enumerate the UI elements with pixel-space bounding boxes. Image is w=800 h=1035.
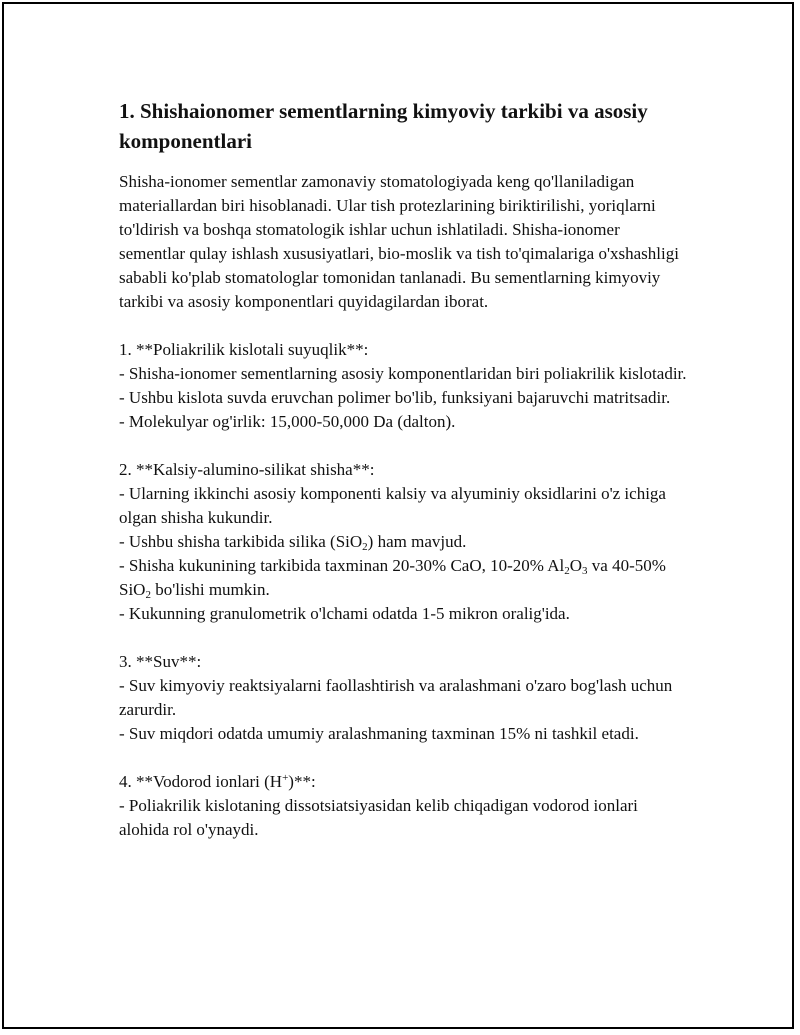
component-2-bullet-1: - Ularning ikkinchi asosiy komponenti kalsiy va alyuminiy oksidlarini o'z ichiga olgan shisha kukundir. xyxy=(119,484,666,527)
component-2-title: 2. **Kalsiy-alumino-silikat shisha**: xyxy=(119,460,375,479)
component-4-title xyxy=(119,770,689,794)
bullet-text: - Ushbu shisha tarkibida silika (SiO xyxy=(119,532,363,551)
bullet-text: bo'lishi mumkin. xyxy=(150,580,270,599)
bullet-text: O xyxy=(569,556,583,575)
subscript: 2 xyxy=(145,589,151,601)
title-text: )**: xyxy=(288,772,316,791)
section-heading: 1. Shishaionomer sementlarning kimyoviy tarkibi va asosiy komponentlari xyxy=(119,99,648,153)
document-content xyxy=(119,96,689,866)
component-2-bullet-4: - Kukunning granulometrik o'lchami odatda 1-5 mikron oralig'ida. xyxy=(119,604,570,623)
component-4 xyxy=(119,770,689,842)
document-page xyxy=(2,2,794,1029)
component-2 xyxy=(119,458,689,626)
subscript: 2 xyxy=(564,565,570,577)
component-3-title: 3. **Suv**: xyxy=(119,652,202,671)
component-3-bullet-1: - Suv kimyoviy reaktsiyalarni faollashtirish va aralashmani o'zaro bog'lash uchun zarurdir. xyxy=(119,676,673,719)
component-2-bullet-3 xyxy=(119,554,689,602)
subscript: 2 xyxy=(362,541,368,553)
component-1-title: 1. **Poliakrilik kislotali suyuqlik**: xyxy=(119,340,369,359)
bullet-text: va 40-50% SiO xyxy=(119,556,666,599)
bullet-text: ) ham mavjud. xyxy=(367,532,467,551)
component-3 xyxy=(119,650,689,746)
component-3-bullet-2: - Suv miqdori odatda umumiy aralashmaning taxminan 15% ni tashkil etadi. xyxy=(119,724,639,743)
title-text: 4. **Vodorod ionlari (H xyxy=(119,772,283,791)
component-1-bullet-2: - Ushbu kislota suvda eruvchan polimer bo'lib, funksiyani bajaruvchi matritsadir. xyxy=(119,388,671,407)
superscript: + xyxy=(282,772,289,784)
intro-paragraph: Shisha-ionomer sementlar zamonaviy stomatologiyada keng qo'llaniladigan materiallardan biri hisoblanadi. Ular tish protezlarining biriktirilishi, yoriqlarni to'ldirish va boshqa stomatologik ishlar uchun ishlatiladi. Shisha-ionomer sementlar qulay ishlash xususiyatlari, bio-moslik va tish to'qimalariga o'xshashligi sababli ko'plab stomatologlar tomonidan tanlanadi. Bu sementlarning kimyoviy tarkibi va asosiy komponentlari quyidagilardan iborat. xyxy=(119,172,679,311)
component-1-bullet-3: - Molekulyar og'irlik: 15,000-50,000 Da (dalton). xyxy=(119,412,456,431)
bullet-text: - Shisha kukunining tarkibida taxminan 20-30% CaO, 10-20% Al xyxy=(119,556,565,575)
component-1 xyxy=(119,338,689,434)
component-4-bullet-1: - Poliakrilik kislotaning dissotsiatsiyasidan kelib chiqadigan vodorod ionlari alohida rol o'ynaydi. xyxy=(119,796,638,839)
subscript: 3 xyxy=(582,565,588,577)
component-2-bullet-2 xyxy=(119,530,689,554)
component-1-bullet-1: - Shisha-ionomer sementlarning asosiy komponentlaridan biri poliakrilik kislotadir. xyxy=(119,364,687,383)
